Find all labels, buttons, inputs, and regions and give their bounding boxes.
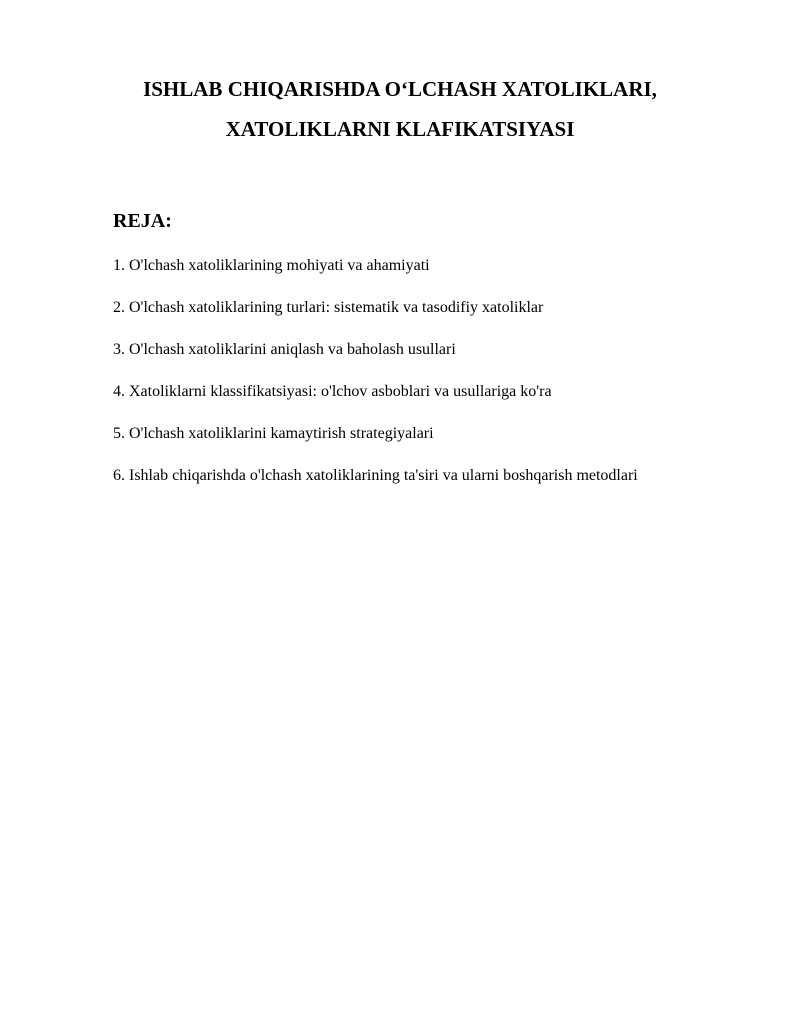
document-title-line-1: ISHLAB CHIQARISHDA O‘LCHASH XATOLIKLARI, [143, 77, 657, 101]
plan-item: 2. O'lchash xatoliklarining turlari: sistematik va tasodifiy xatoliklar [113, 299, 544, 316]
plan-item: 5. O'lchash xatoliklarini kamaytirish strategiyalari [113, 425, 434, 442]
document-title-line-2: XATOLIKLARNI KLAFIKATSIYASI [225, 117, 575, 141]
plan-list [113, 256, 638, 508]
plan-item: 4. Xatoliklarni klassifikatsiyasi: o'lchov asboblari va usullariga ko'ra [113, 383, 552, 400]
plan-item: 3. O'lchash xatoliklarini aniqlash va baholash usullari [113, 341, 456, 358]
plan-item: 6. Ishlab chiqarishda o'lchash xatoliklarining ta'siri va ularni boshqarish metodlari [113, 467, 638, 484]
plan-heading: REJA: [113, 210, 172, 232]
plan-item: 1. O'lchash xatoliklarining mohiyati va ahamiyati [113, 257, 430, 274]
